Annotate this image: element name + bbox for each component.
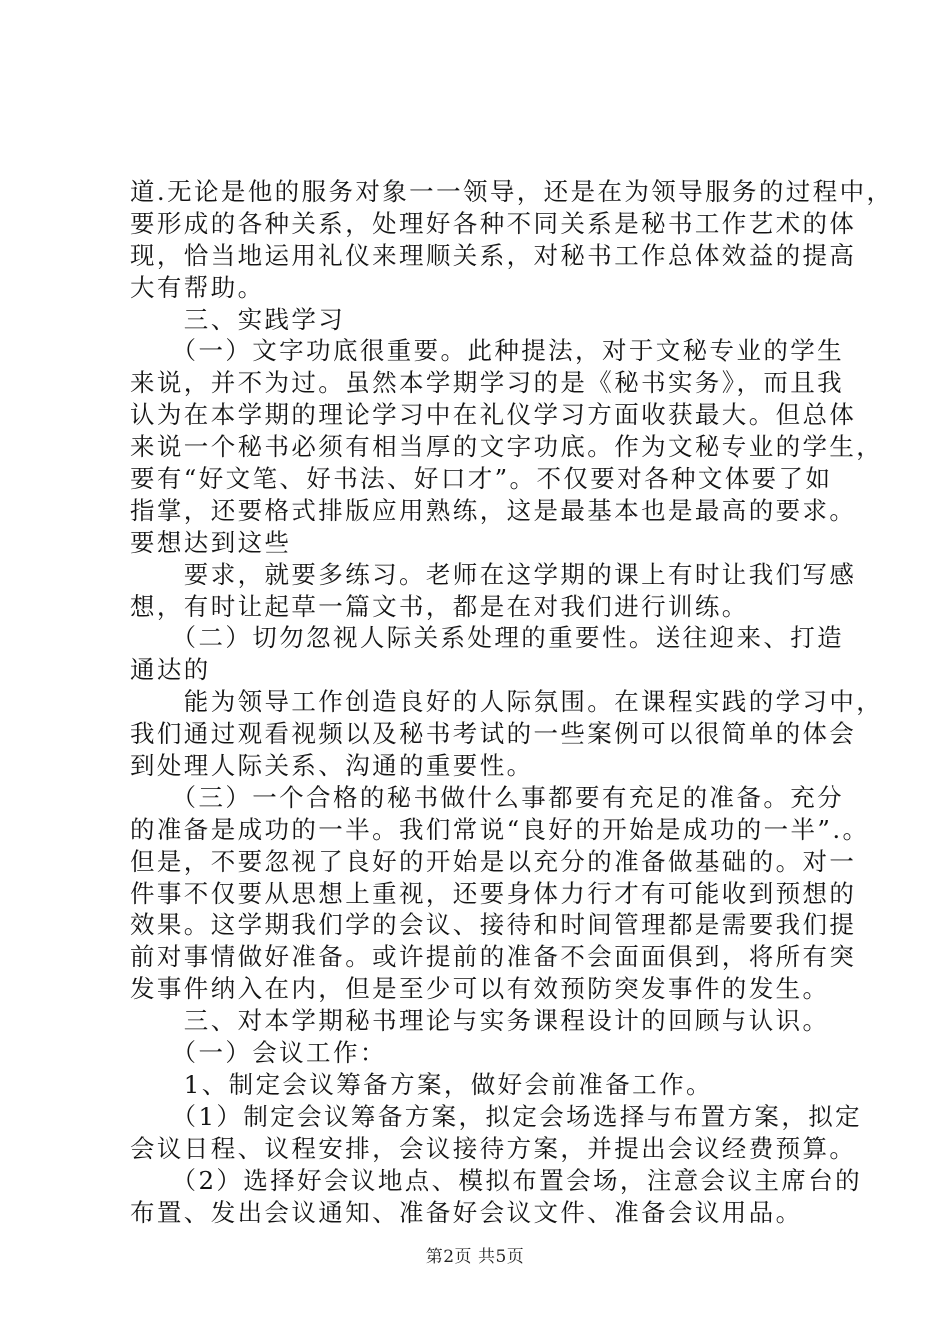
text-line: 会议日程、议程安排，会议接待方案，并提出会议经费预算。 — [130, 1133, 857, 1163]
text-line: 件事不仅要从思想上重视，还要身体力行才有可能收到预想的 — [130, 878, 857, 908]
document-body — [130, 176, 894, 1228]
text-line: 要求，就要多练习。老师在这学期的课上有时让我们写感 — [130, 559, 857, 589]
section-heading: 三、对本学期秘书理论与实务课程设计的回顾与认识。 — [130, 1006, 830, 1036]
subsection-heading: （一）会议工作： — [130, 1038, 387, 1068]
text-line: （三）一个合格的秘书做什么事都要有充足的准备。充分 — [130, 782, 845, 812]
text-line: （二）切勿忽视人际关系处理的重要性。送往迎来、打造 — [130, 623, 845, 653]
text-line: 来说，并不为过。虽然本学期学习的是《秘书实务》，而且我 — [130, 368, 845, 398]
text-line: 要想达到这些 — [130, 527, 292, 557]
text-line: 现，恰当地运用礼仪来理顺关系，对秘书工作总体效益的提高 — [130, 240, 857, 270]
text-line: 道.无论是他的服务对象一一领导，还是在为领导服务的过程中， — [130, 177, 894, 206]
text-line: 前对事情做好准备。或许提前的准备不会面面俱到，将所有突 — [130, 942, 857, 972]
text-line: 发事件纳入在内，但是至少可以有效预防突发事件的发生。 — [130, 974, 830, 1004]
text-line: 能为领导工作创造良好的人际氛围。在课程实践的学习中， — [130, 687, 884, 717]
text-line: 我们通过观看视频以及秘书考试的一些案例可以很简单的体会 — [130, 719, 857, 749]
text-line: 来说一个秘书必须有相当厚的文字功底。作为文秘专业的学生， — [130, 432, 884, 462]
text-line: （1）制定会议筹备方案，拟定会场选择与布置方案，拟定 — [130, 1101, 863, 1131]
text-line: 想，有时让起草一篇文书，都是在对我们进行训练。 — [130, 591, 749, 621]
text-line: 布置、发出会议通知、准备好会议文件、准备会议用品。 — [130, 1197, 803, 1227]
text-line: （一）文字功底很重要。此种提法，对于文秘专业的学生 — [130, 336, 845, 366]
text-line: （2）选择好会议地点、模拟布置会场，注意会议主席台的 — [130, 1165, 863, 1195]
text-line: 通达的 — [130, 655, 211, 685]
text-line: 到处理人际关系、沟通的重要性。 — [130, 751, 534, 781]
section-heading: 三、实践学习 — [130, 304, 346, 334]
text-line: 要形成的各种关系，处理好各种不同关系是秘书工作艺术的体 — [130, 208, 857, 238]
text-line: 1、制定会议筹备方案，做好会前准备工作。 — [130, 1069, 713, 1099]
text-line: 认为在本学期的理论学习中在礼仪学习方面收获最大。但总体 — [130, 400, 857, 430]
text-line: 要有“好文笔、好书法、好口才”。不仅要对各种文体要了如 — [130, 464, 833, 494]
page-number-footer: 第2页 共5页 — [425, 1247, 525, 1267]
text-line: 的准备是成功的一半。我们常说“良好的开始是成功的一半”.。 — [130, 814, 870, 844]
text-line: 效果。这学期我们学的会议、接待和时间管理都是需要我们提 — [130, 910, 857, 940]
text-line: 指掌，还要格式排版应用熟练，这是最基本也是最高的要求。 — [130, 495, 857, 525]
text-line: 大有帮助。 — [130, 272, 265, 302]
text-line: 但是，不要忽视了良好的开始是以充分的准备做基础的。对一 — [130, 846, 857, 876]
